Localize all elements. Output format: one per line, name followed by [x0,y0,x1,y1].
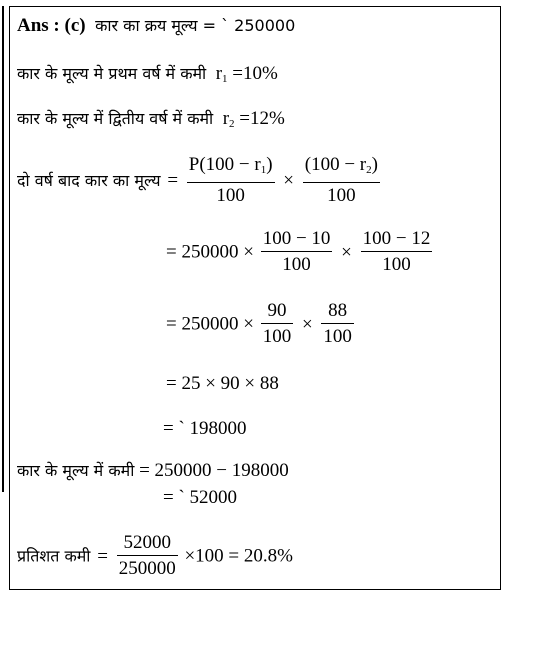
step4-line [163,418,247,440]
step1-times: × [341,241,352,263]
equals-sign: = [167,170,179,191]
percent-den: 250000 [118,558,176,579]
formula-den1: 100 [216,185,245,206]
step2-prefix: = 250000 × [166,313,254,335]
r1-subscript: 1 [222,73,228,85]
step3-text: = 25 × 90 × 88 [166,373,279,394]
step3-line [166,373,279,395]
formula-num1-close: ) [266,154,273,175]
step1-den1: 100 [282,254,311,275]
decrease-result: = ` 52000 [163,487,238,508]
left-margin-rule [2,6,4,492]
times-sign: × [283,170,295,191]
second-year-decrease-line [17,108,285,135]
step2-fraction-2 [321,299,354,350]
step1-fraction-1 [261,227,333,278]
percent-rest: ×100 = 20.8% [184,545,293,567]
step2-num2: 88 [321,299,354,324]
r1-value: =10% [232,63,278,84]
decrease-label: कार के मूल्य में कमी [17,461,135,480]
value-after-formula-line [17,153,382,209]
answer-line [17,15,295,37]
r2-symbol: r [222,108,230,129]
percent-label: प्रतिशत कमी [17,546,91,566]
step2-den2: 100 [323,326,352,347]
step1-fraction-2 [361,227,433,278]
step4-text: = ` 198000 [163,418,247,439]
percent-num: 52000 [117,531,178,556]
value-after-label: दो वर्ष बाद कार का मूल्य [17,171,161,190]
first-year-text: कार के मूल्य मे प्रथम वर्ष में कमी [17,64,207,83]
step2-line [166,299,356,350]
step1-line [166,227,434,278]
r2-subscript: 2 [229,118,235,130]
percent-equals: = [97,545,108,567]
step2-den1: 100 [262,326,292,347]
solution-box [9,6,501,590]
decrease-expr: = 250000 − 198000 [139,460,289,481]
decrease-result-line [163,487,237,509]
step2-times: × [301,313,313,335]
percent-fraction [117,531,178,582]
step1-prefix: = 250000 × [166,241,254,263]
decrease-line [17,460,289,482]
formula-num2-close: ) [371,154,378,175]
step1-num2: 100 − 12 [361,227,433,252]
r1-symbol: r [215,63,223,84]
step1-num1: 100 − 10 [261,227,333,252]
purchase-cost-text: कार का क्रय मूल्य = ` 250000 [95,16,296,35]
formula-num1: P(100 − r [188,154,261,175]
r2-value: =12% [239,108,285,129]
step2-num1: 90 [261,299,294,324]
percent-decrease-line [17,531,293,582]
formula-den2: 100 [327,185,356,206]
formula-num1-sub: 1 [260,164,267,176]
formula-fraction-1 [187,153,275,209]
formula-num2-sub: 2 [366,164,372,176]
formula-num2: (100 − r [304,154,367,175]
step1-den2: 100 [382,254,411,275]
first-year-decrease-line [17,63,278,90]
second-year-text: कार के मूल्य में द्वितीय वर्ष में कमी [17,109,214,128]
step2-fraction-1 [261,299,294,350]
formula-fraction-2 [303,153,380,209]
answer-label: Ans : (c) [17,15,86,36]
